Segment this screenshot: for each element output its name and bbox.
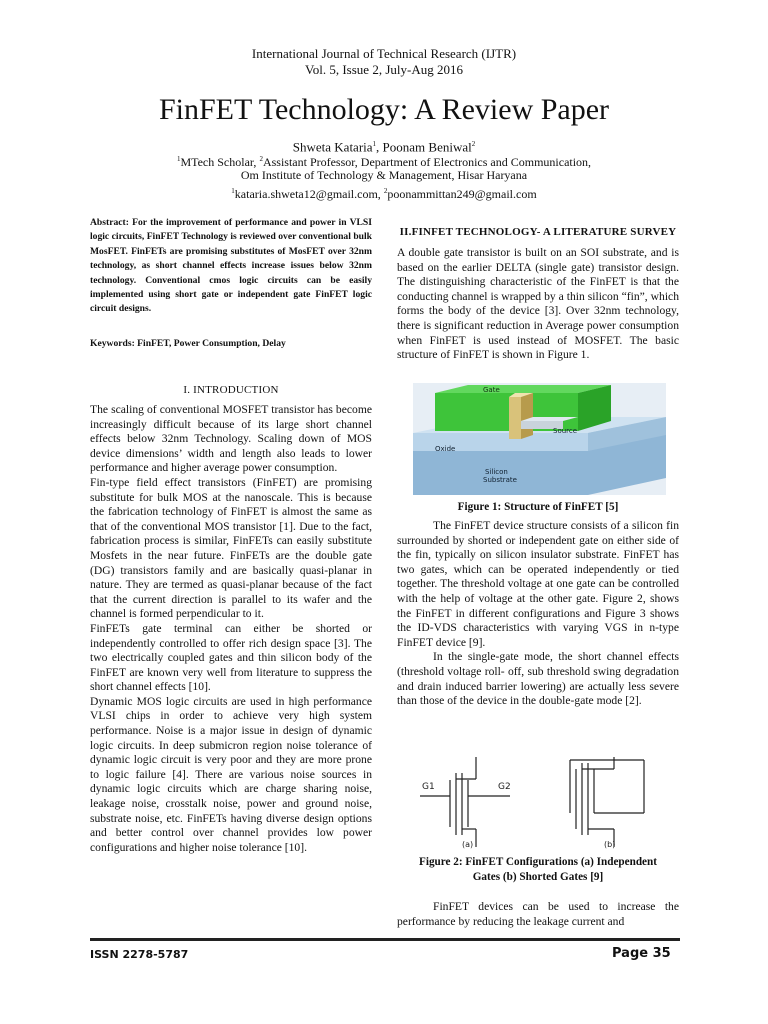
survey-paragraph-1: A double gate transistor is built on an SOI substrate, and is based on the earlier DELTA (single gate) transistor design. The distinguishing characteristic of the FinFET is that the conducting channel is wrapped by a thin silicon “fin”, which forms the body of the device [3]. Over 32nm technology, there is significant reduction in Average power consumption when FinFET is used instead of MOSFET. The basic structure of FinFET is shown in Figure 1. bbox=[397, 246, 679, 362]
email-1: kataria.shweta12@gmail.com, bbox=[234, 187, 384, 201]
label-source: Source bbox=[553, 427, 578, 435]
author-separator: , bbox=[376, 139, 383, 155]
affiliation-line-1: $^1$MTech Scholar, $^2$Assistant Professor, Department of Electronics and Communication, bbox=[176, 155, 592, 169]
figure-1-caption: Figure 1: Structure of FinFET [5] bbox=[457, 501, 619, 513]
label-oxide: Oxide bbox=[435, 445, 456, 453]
intro-paragraph-2: Fin-type field effect transistors (FinFET) are promising substitute for bulk MOS at the nanoscale. This is because the fabrication technology of FinFET is almost the same as that of the conventional MOS transistor [1]. Due to the fact, fabrication process is similar, FinFETs can easily substitute Mosfets in the near future. FinFETs are the double gate (DG) transistors family and are basically quasi-planar in nature. They are termed as quasi-planar because of the fact that the current direction is parallel to its wafer and the channel is formed perpendicular to it. bbox=[90, 475, 372, 621]
footer-issn: ISSN 2278-5787 bbox=[90, 948, 189, 961]
intro-paragraph-4: Dynamic MOS logic circuits are used in high performance VLSI chips in order to achieve very high system performance. Noise is a major issue in design of dynamic logic circuits. In deep submicron region noise tolerance of dynamic logic circuit is very poor and they are more prone to logic failure [4]. There are various noise sources in dynamic logic circuits which are charge sharing noise, leakage noise, crosstalk noise, power and ground noise, substrate noise, etc. FinFETs having diverse design options and better control over channel provides low power configurations and higher noise tolerance [10]. bbox=[90, 694, 372, 854]
figure-2-caption bbox=[397, 855, 679, 885]
survey-paragraph-3: In the single-gate mode, the short channel effects (threshold voltage roll- off, sub threshold swing degradation and drain induced barrier lowering) are actually less severe than those of the device in the double-gate mode [2]. bbox=[397, 650, 679, 708]
email-line: $^1$kataria.shweta12@gmail.com, $^2$poonammittan249@gmail.com bbox=[231, 187, 537, 201]
label-gate: Gate bbox=[483, 386, 500, 394]
survey-paragraph-4: FinFET devices can be used to increase the performance by reducing the leakage current and bbox=[397, 900, 679, 928]
author-line: Shweta Kataria$^1$, Poonam Beniwal$^2$ bbox=[292, 139, 476, 155]
survey-paragraphs-2-3 bbox=[397, 519, 679, 709]
section-heading-introduction: I. INTRODUCTION bbox=[183, 384, 279, 396]
keywords: Keywords: FinFET, Power Consumption, Delay bbox=[90, 338, 286, 349]
finfet-configurations-diagram bbox=[410, 755, 674, 850]
affiliation-1: MTech Scholar, bbox=[180, 155, 260, 169]
section-heading-survey: II.FINFET TECHNOLOGY- A LITERATURE SURVEY bbox=[399, 226, 677, 238]
figure-1-finfet-structure bbox=[413, 383, 666, 495]
author-2: Poonam Beniwal bbox=[382, 139, 472, 155]
journal-name: International Journal of Technical Research (IJTR) bbox=[251, 46, 517, 61]
author-1: Shweta Kataria bbox=[292, 139, 373, 155]
intro-paragraph-1: The scaling of conventional MOSFET transistor has become increasingly difficult because of its large short channel effects below 32nm Technology. Scaling down of MOS device dimensions’ width and length also leads to lower performance and higher average power consumption. bbox=[90, 403, 372, 475]
figure-2-caption-line-2: Gates (b) Shorted Gates [9] bbox=[472, 871, 604, 883]
label-silicon: Silicon bbox=[485, 468, 508, 476]
footer-rule bbox=[90, 938, 680, 941]
footer-page-number: Page 35 bbox=[612, 946, 671, 961]
journal-issue: Vol. 5, Issue 2, July-Aug 2016 bbox=[305, 62, 463, 77]
paper-title: FinFET Technology: A Review Paper bbox=[158, 93, 610, 126]
label-b: (b) bbox=[604, 840, 616, 849]
abstract: Abstract: For the improvement of performance and power in VLSI logic circuits, FinFET Technology is reviewed over conventional bulk MosFET. FinFETs are promising substitutes of MosFET over 32nm technology, as short channel effects increase issues below 32nm technology. Conventional cmos logic circuits can be easily implemented using short gate or independent gate FinFET logic circuit designs. bbox=[90, 217, 372, 315]
email-2: poonammittan249@gmail.com bbox=[387, 187, 537, 201]
finfet-structure-diagram bbox=[413, 383, 666, 495]
label-g1: G1 bbox=[422, 782, 435, 792]
label-a: (a) bbox=[462, 840, 474, 849]
survey-paragraph-2: The FinFET device structure consists of a silicon fin surrounded by shorted or independent gate on either side of the fin, typically on silicon insulator substrate. FinFET has two gates, which can be operated independently or tied together. The threshold voltage at one gate can be controlled with the help of voltage at the other gate. Figure 2, shows the FinFET in different configurations and Figure 3 shows the ID-VDS characteristics with varying VGS in n-type FinFET device [9]. bbox=[397, 519, 679, 649]
figure-2-caption-line-1: Figure 2: FinFET Configurations (a) Independent bbox=[419, 856, 657, 868]
affiliation-line-2: Om Institute of Technology & Management, Hisar Haryana bbox=[240, 168, 528, 182]
label-g2: G2 bbox=[498, 782, 511, 792]
affiliation-2: Assistant Professor, Department of Electronics and Communication, bbox=[262, 155, 592, 169]
label-substrate: Substrate bbox=[483, 476, 517, 484]
introduction-body bbox=[90, 403, 372, 855]
figure-2-finfet-configurations bbox=[410, 755, 674, 850]
intro-paragraph-3: FinFETs gate terminal can either be shorted or independently controlled to offer rich design space [3]. The two electrically coupled gates and thin silicon body of the FinFET are known very well from literature to suppress the short channel effects [10]. bbox=[90, 621, 372, 694]
